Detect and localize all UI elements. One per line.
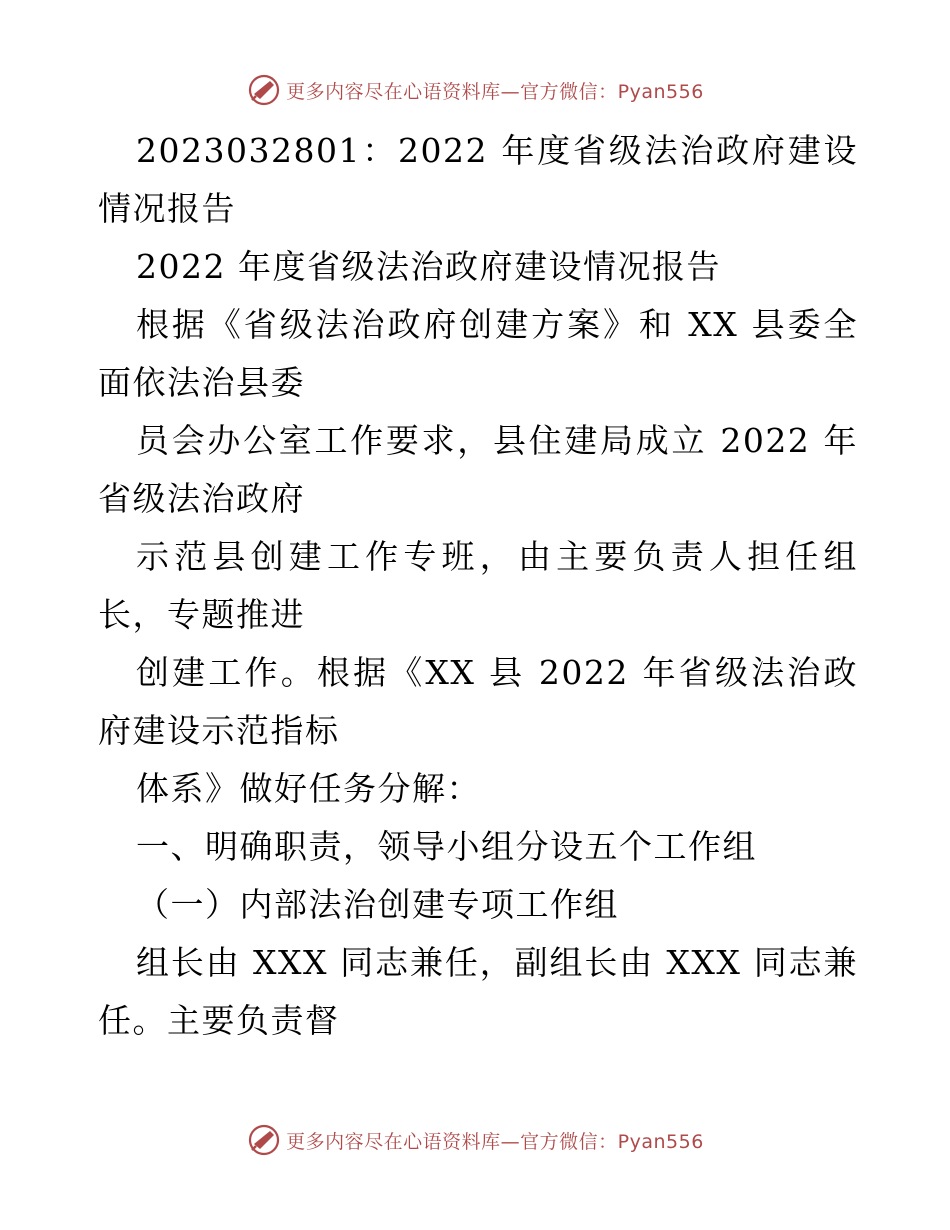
document-body [98,122,858,1050]
pen-nib-circle-icon [246,72,282,108]
paragraph: 组长由 XXX 同志兼任，副组长由 XXX 同志兼任。主要负责督 [98,943,858,1040]
paragraph: 体系》做好任务分解： [136,769,481,808]
paragraph: 创建工作。根据《XX 县 2022 年省级法治政府建设示范指标 [98,653,858,750]
paragraph: （一）内部法治创建专项工作组 [136,885,619,924]
pen-nib-circle-icon [246,1122,282,1158]
banner-text: 更多内容尽在心语资料库—官方微信：Pyan556 [286,80,704,103]
paragraph: 示范县创建工作专班，由主要负责人担任组长，专题推进 [98,537,858,634]
paragraph: 一、明确职责，领导小组分设五个工作组 [136,827,757,866]
header-banner [0,70,950,110]
paragraph: 根据《省级法治政府创建方案》和 XX 县委全面依法治县委 [98,305,858,402]
paragraph: 员会办公室工作要求，县住建局成立 2022 年省级法治政府 [98,421,858,518]
paragraph: 2022 年度省级法治政府建设情况报告 [136,247,721,286]
banner-text: 更多内容尽在心语资料库—官方微信：Pyan556 [286,1130,704,1153]
paragraph: 2023032801：2022 年度省级法治政府建设情况报告 [98,131,858,228]
footer-banner [0,1120,950,1160]
